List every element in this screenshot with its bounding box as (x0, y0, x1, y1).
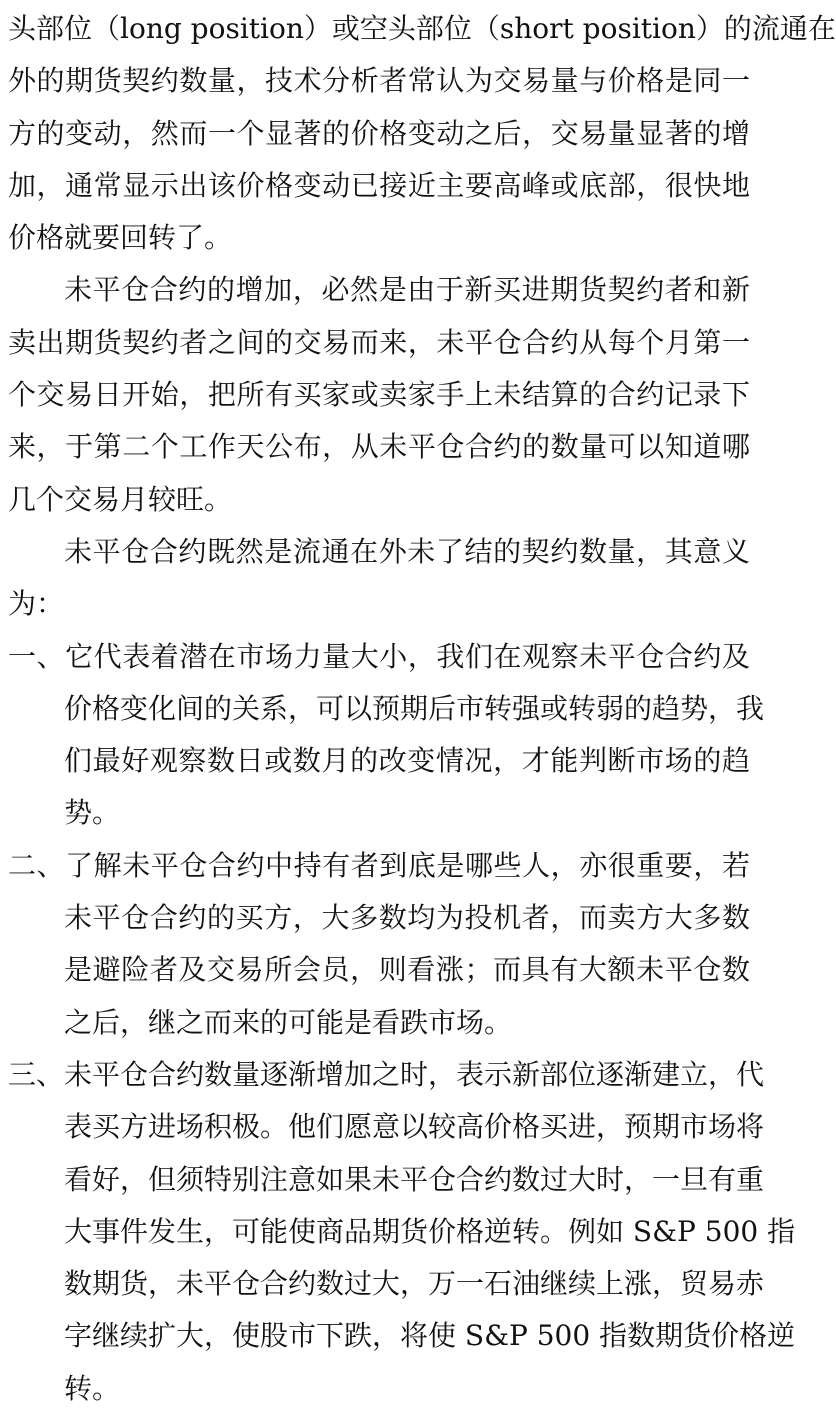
text-line: 卖出期货契约者之间的交易而来，未平仓合约从每个月第一 (8, 325, 750, 359)
list-item-line: 们最好观察数日或数月的改变情况，才能判断市场的趋 (64, 744, 750, 778)
list-item-line: 表买方进场积极。他们愿意以较高价格买进，预期市场将 (64, 1110, 765, 1144)
text-line: 头部位（long position）或空头部位（short position）的流通在 (8, 12, 836, 45)
text-line: 几个交易月较旺。 (8, 482, 233, 516)
list-item-line: 转。 (64, 1371, 121, 1405)
list-item-line: 之后，继之而来的可能是看跌市场。 (64, 1005, 513, 1039)
list-item-line: 大事件发生，可能使商品期货价格逆转。例如 S&P 500 指 (64, 1214, 796, 1248)
list-item-line: 是避险者及交易所会员，则看涨；而具有大额未平仓数 (64, 953, 750, 987)
list-item-first-line: 一、它代表着潜在市场力量大小，我们在观察未平仓合约及 (8, 639, 750, 673)
text-body (8, 6, 836, 1418)
list-item-line: 价格变化间的关系，可以预期后市转强或转弱的趋势，我 (64, 691, 765, 725)
paragraph-first-line: 未平仓合约的增加，必然是由于新买进期货契约者和新 (64, 273, 750, 307)
text-line: 外的期货契约数量，技术分析者常认为交易量与价格是同一 (8, 64, 750, 98)
text-line: 价格就要回转了。 (8, 221, 233, 255)
list-item-first-line: 三、未平仓合约数量逐渐增加之时，表示新部位逐渐建立，代 (8, 1057, 765, 1091)
list-item-line: 势。 (64, 796, 121, 830)
list-item-line: 字继续扩大，使股市下跌，将使 S&P 500 指数期货价格逆 (64, 1319, 796, 1353)
paragraph-first-line: 未平仓合约既然是流通在外未了结的契约数量，其意义 (64, 534, 750, 568)
list-item-first-line: 二、了解未平仓合约中持有者到底是哪些人，亦很重要，若 (8, 848, 750, 882)
text-line: 来，于第二个工作天公布，从未平仓合约的数量可以知道哪 (8, 430, 750, 464)
text-line: 加，通常显示出该价格变动已接近主要高峰或底部，很快地 (8, 168, 750, 202)
document-page (8, 6, 836, 1418)
text-line: 个交易日开始，把所有买家或卖家手上未结算的合约记录下 (8, 378, 750, 412)
text-line: 为： (8, 587, 65, 621)
list-item-line: 未平仓合约的买方，大多数均为投机者，而卖方大多数 (64, 901, 750, 935)
list-item-line: 数期货，未平仓合约数过大，万一石油继续上涨，贸易赤 (64, 1267, 765, 1301)
list-item-line: 看好，但须特别注意如果未平仓合约数过大时，一旦有重 (64, 1162, 765, 1196)
text-line: 方的变动，然而一个显著的价格变动之后，交易量显著的增 (8, 116, 750, 150)
